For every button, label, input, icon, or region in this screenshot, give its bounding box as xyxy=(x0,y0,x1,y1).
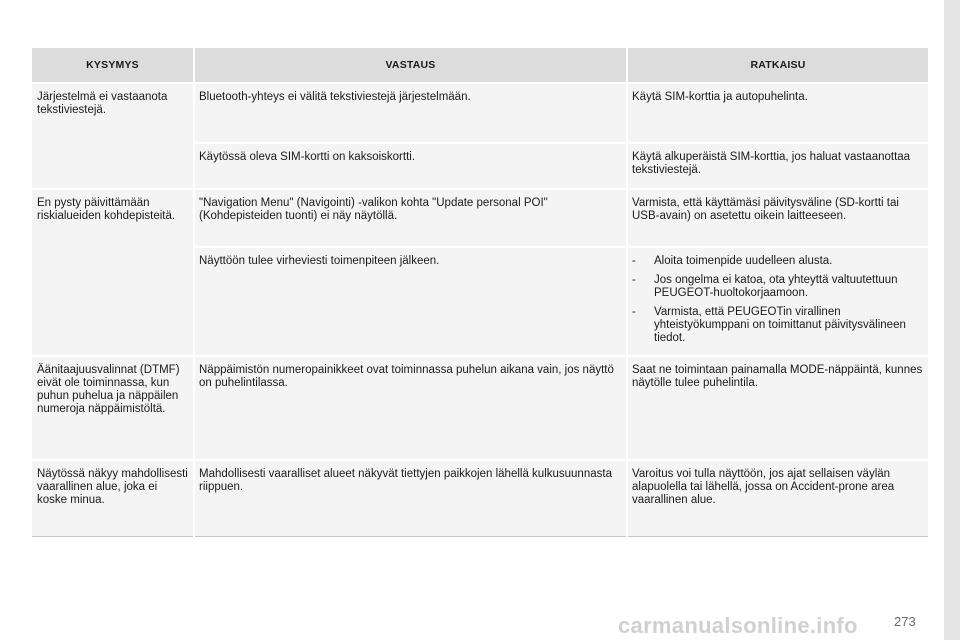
solution-cell: Käytä alkuperäistä SIM-korttia, jos haluat vastaanottaa tekstiviestejä. xyxy=(627,143,929,189)
header-answer: VASTAUS xyxy=(194,47,627,83)
answer-cell: Mahdollisesti vaaralliset alueet näkyvät tiettyjen paikkojen lähellä kulkusuunnasta riippuen. xyxy=(194,460,627,536)
solution-cell: Saat ne toimintaan painamalla MODE-näppäintä, kunnes näytölle tulee puhelintila. xyxy=(627,356,929,460)
answer-cell: Bluetooth-yhteys ei välitä tekstiviestejä järjestelmään. xyxy=(194,83,627,143)
header-solution: RATKAISU xyxy=(627,47,929,83)
table-row xyxy=(31,460,929,536)
page-number: 273 xyxy=(894,614,916,629)
table-row xyxy=(31,356,929,460)
question-cell: Näytössä näkyy mahdollisesti vaarallinen alue, joka ei koske minua. xyxy=(31,460,194,536)
list-item: - Jos ongelma ei katoa, ota yhteyttä valtuutettuun PEUGEOT-huoltokorjaamoon. xyxy=(632,274,924,300)
list-item: - Varmista, että PEUGEOTin virallinen yhteistyökumppani on toimittanut päivitysvälineen tiedot. xyxy=(632,306,924,345)
faq-table xyxy=(30,46,930,537)
page-sidebar xyxy=(944,0,960,640)
header-question: KYSYMYS xyxy=(31,47,194,83)
question-cell: Järjestelmä ei vastaanota tekstiviestejä. xyxy=(31,83,194,189)
question-cell: Äänitaajuusvalinnat (DTMF) eivät ole toiminnassa, kun puhun puhelua ja näppäilen numeroja näppäimistöltä. xyxy=(31,356,194,460)
solution-cell: Käytä SIM-korttia ja autopuhelinta. xyxy=(627,83,929,143)
solution-cell xyxy=(627,247,929,356)
solution-cell: Varmista, että käyttämäsi päivitysväline (SD-kortti tai USB-avain) on asetettu oikein laitteeseen. xyxy=(627,189,929,247)
answer-cell: Näppäimistön numeropainikkeet ovat toiminnassa puhelun aikana vain, jos näyttö on puhelintilassa. xyxy=(194,356,627,460)
solution-list xyxy=(632,255,924,345)
answer-cell: Käytössä oleva SIM-kortti on kaksoiskortti. xyxy=(194,143,627,189)
table-header-row xyxy=(31,47,929,83)
answer-cell: Näyttöön tulee virheviesti toimenpiteen jälkeen. xyxy=(194,247,627,356)
solution-cell: Varoitus voi tulla näyttöön, jos ajat sellaisen väylän alapuolella tai lähellä, jossa on Accident-prone area vaarallinen alue. xyxy=(627,460,929,536)
answer-cell: "Navigation Menu" (Navigointi) -valikon kohta "Update personal POI" (Kohdepisteiden tuonti) ei näy näytöllä. xyxy=(194,189,627,247)
table-row xyxy=(31,189,929,247)
list-item: - Aloita toimenpide uudelleen alusta. xyxy=(632,255,924,268)
watermark-text: carmanualsonline.info xyxy=(618,613,858,638)
table-row xyxy=(31,83,929,143)
question-cell: En pysty päivittämään riskialueiden kohdepisteitä. xyxy=(31,189,194,356)
